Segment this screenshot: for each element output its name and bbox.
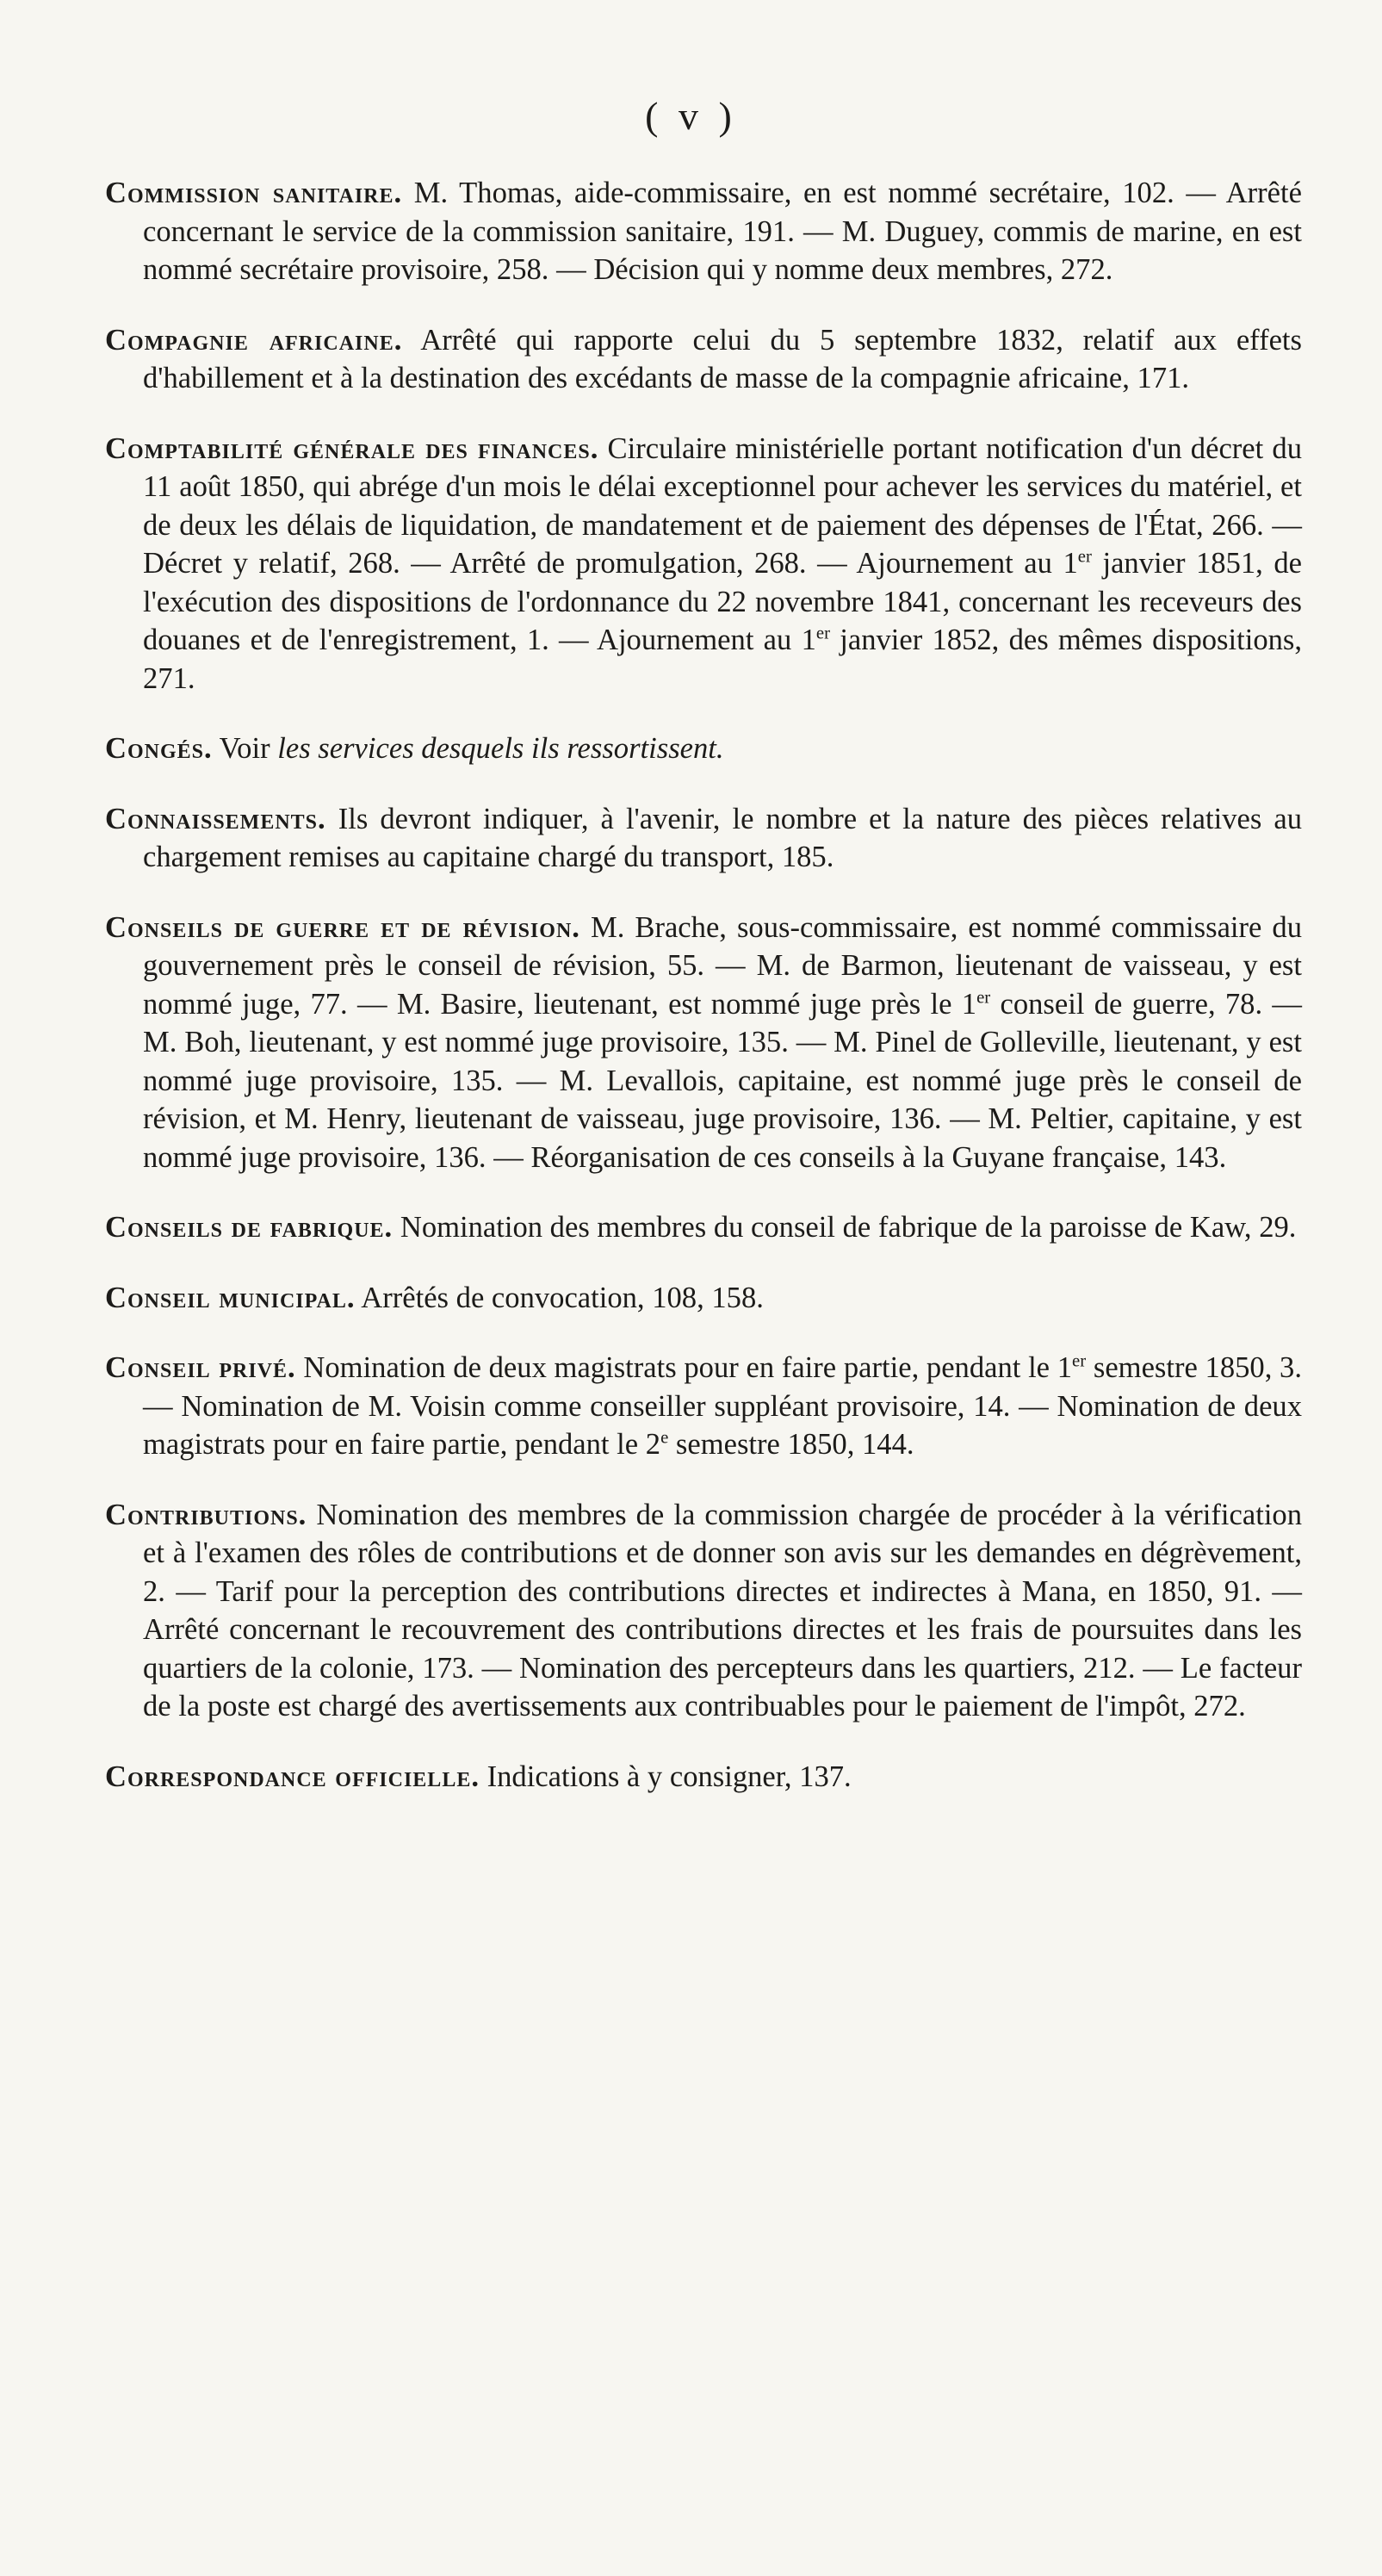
index-entry [105, 1349, 1302, 1464]
entry-headword: Contributions. [105, 1498, 307, 1531]
index-entry [105, 1496, 1302, 1726]
entry-body: Arrêté qui rapporte celui du 5 septembre 1832, relatif aux effets d'habillement et à la destination des excédants de masse de la compagnie africaine, 171. [143, 323, 1302, 394]
entry-headword: Conseils de fabrique. [105, 1211, 394, 1244]
index-entry [105, 1208, 1302, 1247]
entry-headword: Compagnie africaine. [105, 323, 403, 357]
entry-headword: Conseil municipal. [105, 1281, 356, 1314]
index-entry [105, 174, 1302, 289]
entry-headword: Conseils de guerre et de révision. [105, 910, 580, 944]
entry-body: Nomination des membres de la commission chargée de procéder à la vérification et à l'examen des rôles de contributions et de donner son avis sur les demandes en dégrèvement, 2. — Tarif pour la perception des contributions directes et indirectes à Mana, en 1850, 91. — Arrêté concernant le recouvrement des contributions directes et les frais de poursuites dans les quartiers de la colonie, 173. — Nomination des percepteurs dans les quartiers, 212. — Le facteur de la poste est chargé des avertissements aux contribuables pour le paiement de l'impôt, 272. [143, 1498, 1302, 1723]
index-entry [105, 909, 1302, 1177]
entry-headword: Connaissements. [105, 802, 326, 835]
entry-body: Arrêtés de convocation, 108, 158. [355, 1281, 764, 1314]
index-entry [105, 1758, 1302, 1797]
entry-reference: les services desquels ils ressortissent. [277, 732, 724, 765]
index-entry [105, 800, 1302, 877]
entry-headword: Comptabilité générale des finances. [105, 431, 599, 465]
index-entry [105, 729, 1302, 768]
entry-body: M. Thomas, aide-commissaire, en est nommé secrétaire, 102. — Arrêté concernant le service de la commission sanitaire, 191. — M. Duguey, commis de marine, en est nommé secrétaire provisoire, 258. — Décision qui y nomme deux membres, 272. [143, 177, 1302, 286]
entry-body: Ils devront indiquer, à l'avenir, le nombre et la nature des pièces relatives au chargement remises au capitaine chargé du transport, 185. [143, 802, 1302, 873]
index-entries [105, 174, 1302, 1828]
entry-body: Voir [212, 732, 278, 765]
entry-body: Circulaire ministérielle portant notification d'un décret du 11 août 1850, qui abrége d'un mois le délai exceptionnel pour achever les services du matériel, et de deux les délais de liquidation, de mandatement et de paiement des dépenses de l'État, 266. — Décret y relatif, 268. — Arrêté de promulgation, 268. — Ajournement au 1er janvier 1851, de l'exécution des dispositions de l'ordonnance du 22 novembre 1841, concernant les receveurs des douanes et de l'enregistrement, 1. — Ajournement au 1er janvier 1852, des mêmes dispositions, 271. [143, 431, 1303, 695]
entry-headword: Conseil privé. [105, 1351, 296, 1384]
page-number: ( v ) [645, 94, 737, 138]
index-entry [105, 321, 1302, 398]
entry-headword: Commission sanitaire. [105, 177, 403, 209]
index-entry [105, 1279, 1302, 1318]
entry-body: Nomination des membres du conseil de fabrique de la paroisse de Kaw, 29. [393, 1211, 1297, 1244]
entry-headword: Correspondance officielle. [105, 1760, 480, 1793]
entry-body: Nomination de deux magistrats pour en faire partie, pendant le 1er semestre 1850, 3. — Nomination de M. Voisin comme conseiller suppléant provisoire, 14. — Nomination de deux magistrats pour en faire partie, pendant le 2e semestre 1850, 144. [143, 1351, 1302, 1461]
entry-body: Indications à y consigner, 137. [479, 1760, 852, 1793]
entry-body: M. Brache, sous-commissaire, est nommé commissaire du gouvernement près le conseil de révision, 55. — M. de Barmon, lieutenant de vaisseau, y est nommé juge, 77. — M. Basire, lieutenant, est nommé juge près le 1er conseil de guerre, 78. — M. Boh, lieutenant, y est nommé juge provisoire, 135. — M. Pinel de Golleville, lieutenant, y est nommé juge provisoire, 135. — M. Levallois, capitaine, est nommé juge près le conseil de révision, et M. Henry, lieutenant de vaisseau, juge provisoire, 136. — M. Peltier, capitaine, y est nommé juge provisoire, 136. — Réorganisation de ces conseils à la Guyane française, 143. [143, 910, 1302, 1174]
index-entry [105, 430, 1302, 698]
entry-headword: Congés. [105, 732, 213, 765]
